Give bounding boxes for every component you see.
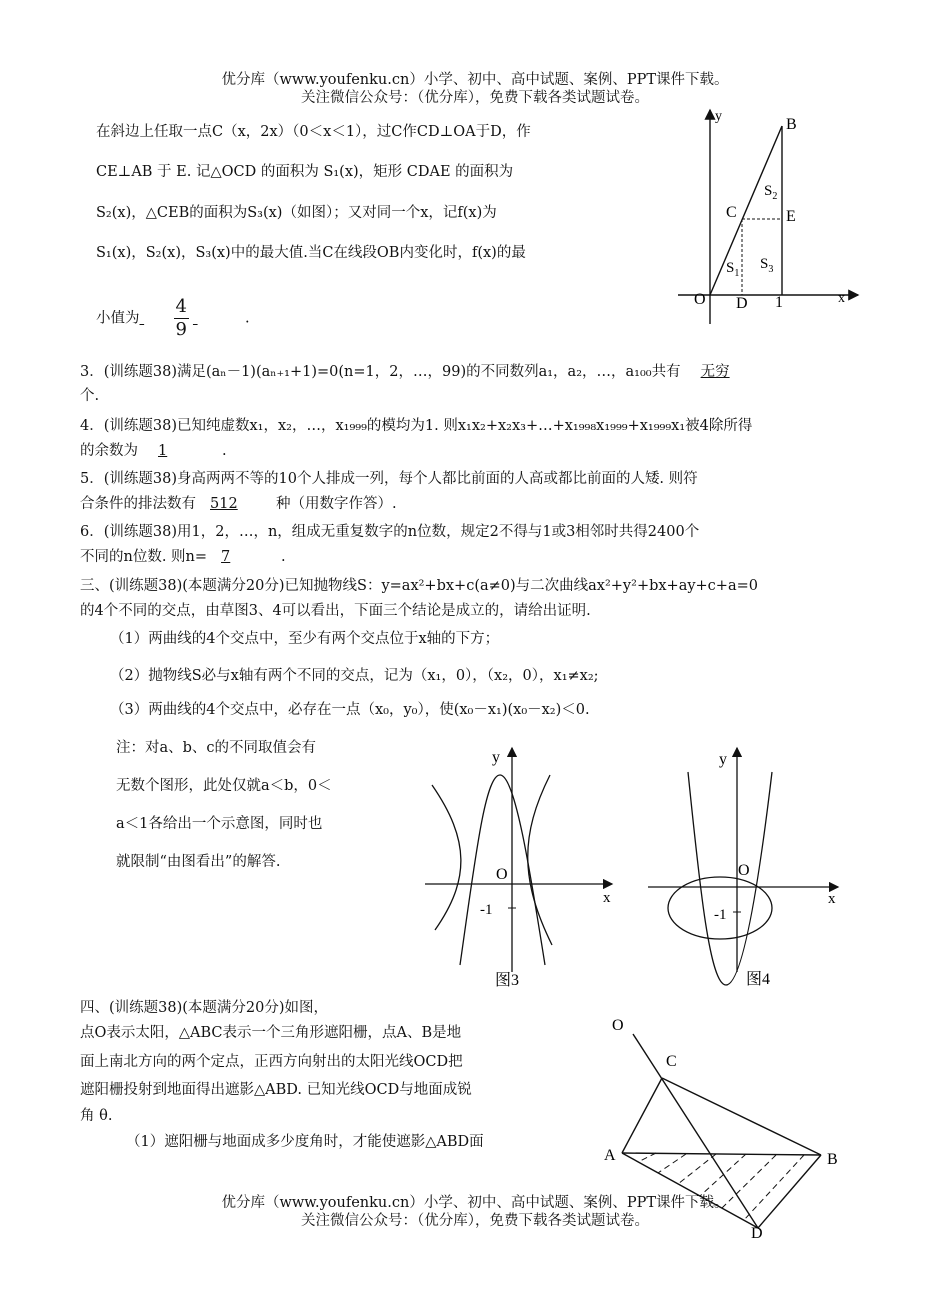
label-E: E: [786, 208, 796, 225]
s4-line-6: （1）遮阳栅与地面成多少度角时，才能使遮影△ABD面: [126, 1134, 484, 1150]
label-O: O: [738, 862, 750, 879]
q2-answer-prefix: 小值为: [96, 310, 140, 327]
s3-item-1: （1）两曲线的4个交点中，至少有两个交点位于x轴的下方；: [110, 631, 500, 647]
q2-answer-fraction: [174, 296, 189, 341]
footer-line-1: 优分库（www.youfenku.cn）小学、初中、高中试题、案例、PPT课件下载。: [221, 1195, 729, 1211]
label-C: C: [726, 204, 737, 221]
q6-line-1: 6．(训练题38)用1，2，…，n，组成无重复数字的n位数，规定2不得与1或3相邻时共得2400个: [80, 524, 700, 540]
q3-line-2: 个.: [80, 388, 100, 404]
label-B: B: [786, 116, 797, 133]
s4-line-2: 点O表示太阳，△ABC表示一个三角形遮阳栅，点A、B是地: [80, 1025, 462, 1041]
q4-line-1: 4．(训练题38)已知纯虚数x₁，x₂，…，x₁₉₉₉的模均为1. 则x₁x₂+x₂x₃+…+x₁₉₉₈x₁₉₉₉+x₁₉₉₉x₁被4除所得: [80, 418, 753, 434]
label-minus-1: -1: [714, 907, 727, 923]
s3-line-2: 的4个不同的交点，由草图3、4可以看出，下面三个结论是成立的，请给出证明.: [80, 603, 591, 619]
label-y: y: [715, 109, 722, 124]
label-O: O: [694, 291, 706, 308]
label-B: B: [827, 1151, 838, 1168]
figure-3-curves: [420, 740, 620, 990]
q2-answer-numerator: 4: [175, 296, 187, 317]
figure-1-triangle-graph: [678, 104, 868, 324]
s3-note-2: 无数个图形，此处仅就a＜b，0＜: [116, 778, 332, 794]
label-D: D: [751, 1225, 763, 1240]
q3-line-1: 3．(训练题38)满足(aₙ－1)(aₙ₊₁+1)=0(n=1，2，…，99)的不同数列a₁，a₂，…，a₁₀₀共有 无穷: [80, 364, 730, 380]
s3-item-3: （3）两曲线的4个交点中，必存在一点（x₀，y₀），使(x₀－x₁)(x₀－x₂)＜0.: [110, 702, 590, 718]
s3-line-1: 三、(训练题38)(本题满分20分)已知抛物线S：y=ax²+bx+c(a≠0)与二次曲线ax²+y²+bx+ay+c+a=0: [80, 578, 758, 594]
label-x: x: [603, 890, 611, 906]
edge-AC: [622, 1078, 662, 1153]
s3-note-4: 就限制“由图看出”的解答.: [116, 854, 281, 870]
header-line-1: 优分库（www.youfenku.cn）小学、初中、高中试题、案例、PPT课件下载。: [221, 72, 729, 88]
hyperbola-right-branch: [528, 775, 552, 945]
s4-line-4: 遮阳栅投射到地面得出遮影△ABD. 已知光线OCD与地面成锐: [80, 1082, 472, 1098]
figure-3-caption: 图3: [495, 972, 520, 989]
q2-line-3: S₂(x)，△CEB的面积为S₃(x)（如图）；又对同一个x，记f(x)为: [96, 205, 497, 221]
q2-line-2: CE⊥AB 于 E. 记△OCD 的面积为 S₁(x)，矩形 CDAE 的面积为: [96, 164, 514, 180]
q6-line-2: 不同的n位数. 则n= 7 .: [80, 549, 286, 565]
label-x: x: [838, 291, 845, 306]
label-minus-1: -1: [480, 902, 493, 918]
label-C: C: [666, 1053, 677, 1070]
q2-answer-denominator: 9: [175, 319, 187, 340]
q5-answer: 512: [210, 496, 238, 512]
figure-4-curves: [640, 740, 845, 990]
label-y: y: [492, 749, 500, 766]
s4-line-3: 面上南北方向的两个定点，正西方向射出的太阳光线OCD把: [80, 1054, 463, 1070]
label-1: 1: [775, 294, 783, 311]
q5-line-2: 合条件的排法数有 512 种（用数字作答）.: [80, 496, 397, 512]
label-x: x: [828, 891, 836, 907]
label-O: O: [496, 866, 508, 883]
label-y: y: [719, 751, 727, 768]
s3-item-2: （2）抛物线S必与x轴有两个不同的交点，记为（x₁，0），（x₂，0），x₁≠x₂;: [110, 668, 599, 684]
label-S2: $S_2$: [764, 183, 778, 202]
footer-line-2: 关注微信公众号：（优分库），免费下载各类试题试卷。: [301, 1213, 649, 1229]
s4-line-5: 角 θ.: [80, 1108, 113, 1124]
s3-note-3: a＜1各给出一个示意图，同时也: [116, 816, 323, 832]
s4-line-1: 四、(训练题38)(本题满分20分)如图，: [80, 1000, 329, 1016]
q6-answer: 7: [221, 549, 231, 565]
label-D: D: [736, 295, 748, 312]
q2-line-1: 在斜边上任取一点C（x，2x）（0＜x＜1），过C作CD⊥OA于D，作: [96, 124, 531, 140]
figure-4-caption: 图4: [746, 971, 771, 988]
header-line-2: 关注微信公众号：（优分库），免费下载各类试题试卷。: [301, 90, 649, 106]
q2-line-5: 小值为 $\frac{4}{9}$ .: [96, 296, 250, 340]
hyperbola-left-branch: [432, 785, 461, 930]
q4-answer: 1: [158, 443, 168, 459]
label-S3: $S_3$: [760, 256, 774, 275]
q3-answer: 无穷: [700, 364, 730, 380]
label-S1: $S_1$: [726, 260, 740, 279]
s3-note-1: 注：对a、b、c的不同取值会有: [116, 740, 317, 756]
label-A: A: [604, 1147, 616, 1164]
q5-line-1: 5．(训练题38)身高两两不等的10个人排成一列，每个人都比前面的人高或都比前面的人矮. 则符: [80, 471, 698, 487]
q2-line-4: S₁(x)，S₂(x)，S₃(x)中的最大值.当C在线段OB内变化时，f(x)的最: [96, 245, 526, 261]
label-O: O: [612, 1017, 624, 1034]
q4-line-2: 的余数为 1 .: [80, 443, 227, 459]
